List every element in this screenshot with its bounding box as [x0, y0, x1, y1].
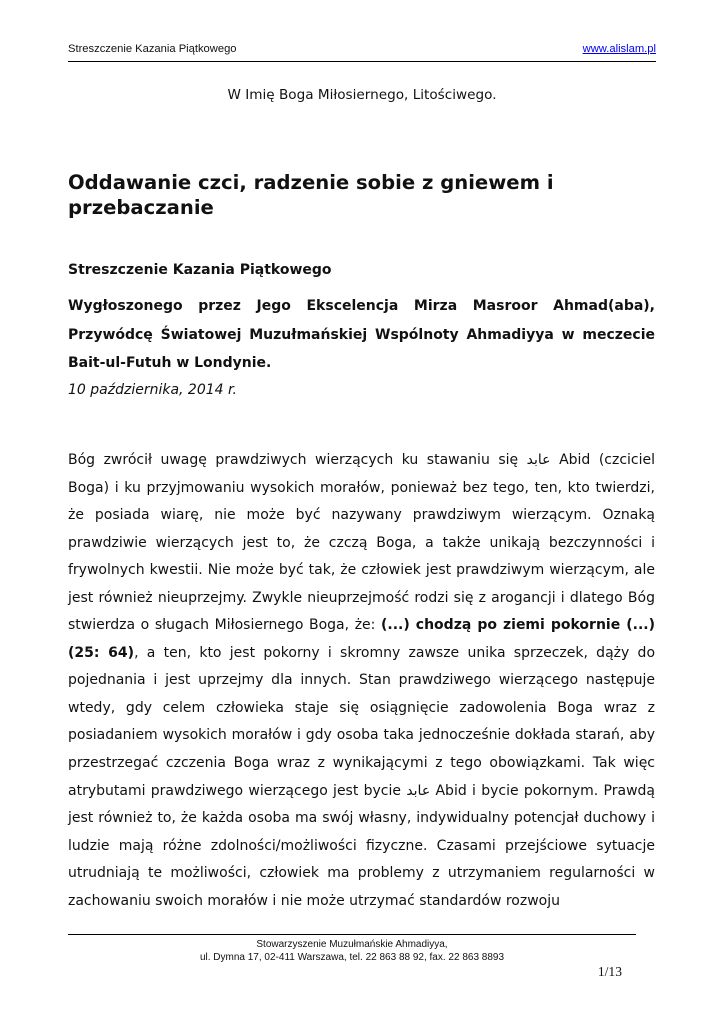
body-text-2: Abid (czciciel Boga) i ku przyjmowaniu wysokich morałów, ponieważ bez tego, ten, kto twierdzi, że posiada wiarę, nie może być nazywany prawdziwym wierzącym. Oznaką prawdziwie wierzących jest to, że czczą Boga, a także unikają bezczynności i frywolnych kwestii. Nie może być tak, że człowiek jest prawdziwym wierzącym, ale jest również nieuprzejmy. Zwykle nieuprzejmość rodzi się z arogancji i dlatego Bóg stwierdza o sługach Miłosiernego Boga, że: [68, 452, 656, 634]
sermon-date: 10 października, 2014 r. [68, 382, 237, 398]
page-footer [68, 938, 636, 964]
document-subtitle: Streszczenie Kazania Piątkowego [68, 262, 332, 278]
body-text-1: Bóg zwrócił uwagę prawdziwych wierzących ku stawaniu się [68, 452, 519, 468]
footer-organization: Stowarzyszenie Muzułmańskie Ahmadiyya, [256, 939, 448, 950]
arabic-word-abid-2: عابد [406, 782, 431, 799]
footer-address: ul. Dymna 17, 02-411 Warszawa, tel. 22 863 88 92, fax. 22 863 8893 [199, 952, 505, 963]
quran-quote: (...) chodzą po ziemi pokornie (...) (25: 64) [68, 617, 655, 661]
body-paragraph [68, 447, 655, 915]
author-line: Wygłoszonego przez Jego Ekscelencja Mirza Masroor Ahmad(aba), Przywódcę Światowej Muzułmańskiej Wspólnoty Ahmadiyya w meczecie Bait-ul-Futuh w Londynie. [68, 298, 655, 371]
body-text-4: Abid i bycie pokornym. Prawdą jest również to, że każda osoba ma swój własny, indywidualny potencjał duchowy i ludzie mają różne zdolności/możliwości fizyczne. Czasami przejściowe sytuacje utrudniają te możliwości, człowiek ma problemy z utrzymaniem regularności w zachowaniu swoich morałów i nie może utrzymać standardów rozwoju [68, 782, 655, 909]
basmala: W Imię Boga Miłosiernego, Litościwego. [227, 87, 497, 103]
page-header [68, 41, 656, 62]
page-number: 1/13 [597, 964, 622, 979]
header-title: Streszczenie Kazania Piątkowego [68, 43, 237, 55]
footer-divider [68, 934, 636, 935]
body-text-3: , a ten, kto jest pokorny i skromny zawsze unika sprzeczek, dąży do pojednania i jest uprzejmy dla innych. Stan prawdziwego wierzącego następuje wtedy, gdy celem człowieka staje się osiągnięcie zadowolenia Boga wraz z posiadaniem wysokich morałów i gdy osoba taka jednocześnie dokłada starań, aby przestrzegać czczenia Boga wraz z wynikającymi z tego obowiązkami. Tak więc atrybutami prawdziwego wierzącego jest bycie [68, 644, 656, 799]
document-title: Oddawanie czci, radzenie sobie z gniewem i przebaczanie [68, 171, 554, 219]
arabic-word-abid: عابد [526, 452, 551, 468]
header-website-link[interactable]: www.alislam.pl [582, 43, 656, 55]
